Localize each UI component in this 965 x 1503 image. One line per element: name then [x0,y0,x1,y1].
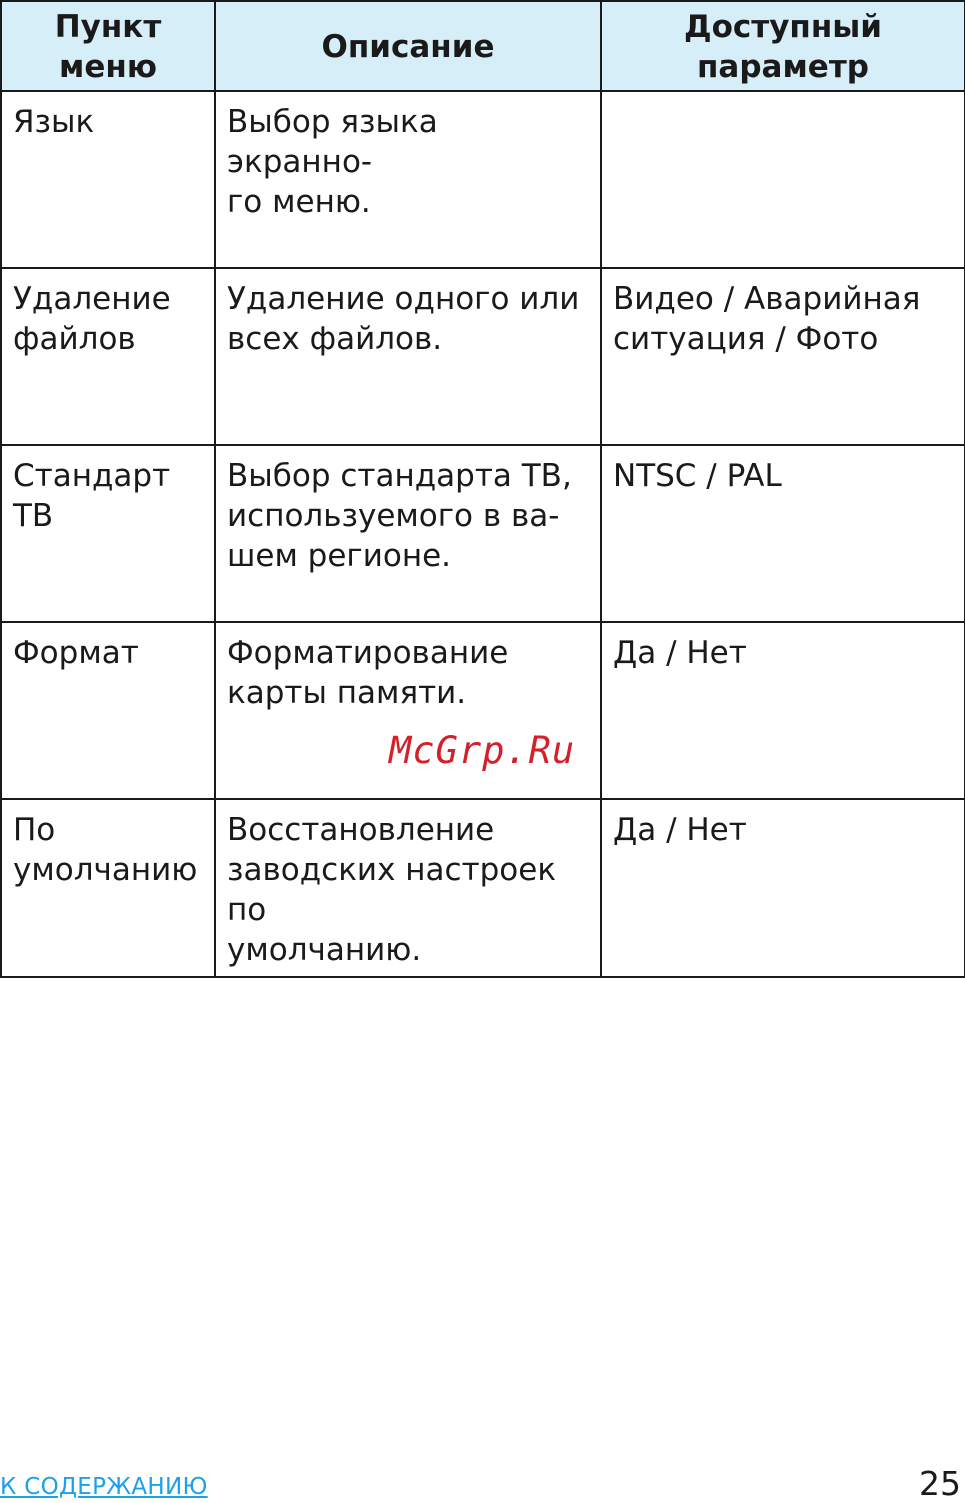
cell-description: Форматирование карты памяти. [215,622,601,799]
header-menu-item: Пункт меню [1,1,215,91]
cell-description: Выбор стандарта ТВ, используемого в ва- шем регионе. [215,445,601,622]
header-available-option: Доступный параметр [601,1,965,91]
cell-option: Да / Нет [601,799,965,977]
cell-menu-item: Стандарт ТВ [1,445,215,622]
table-row [1,445,965,622]
cell-menu-item: По умолчанию [1,799,215,977]
cell-option: NTSC / PAL [601,445,965,622]
table-row [1,268,965,445]
header-description: Описание [215,1,601,91]
cell-menu-item: Удаление файлов [1,268,215,445]
cell-option: Видео / Аварийная ситуация / Фото [601,268,965,445]
page-number: 25 [919,1464,961,1503]
cell-option [601,91,965,268]
table-of-contents-link[interactable]: К СОДЕРЖАНИЮ [0,1474,208,1500]
cell-description: Восстановление заводских настроек по умолчанию. [215,799,601,977]
table-header-row [1,1,965,91]
cell-menu-item: Язык [1,91,215,268]
table-row [1,799,965,977]
table-row [1,91,965,268]
cell-option: Да / Нет [601,622,965,799]
cell-menu-item: Формат [1,622,215,799]
cell-description: Удаление одного или всех файлов. [215,268,601,445]
cell-description: Выбор языка экранно- го меню. [215,91,601,268]
watermark: McGrp.Ru [389,729,576,772]
